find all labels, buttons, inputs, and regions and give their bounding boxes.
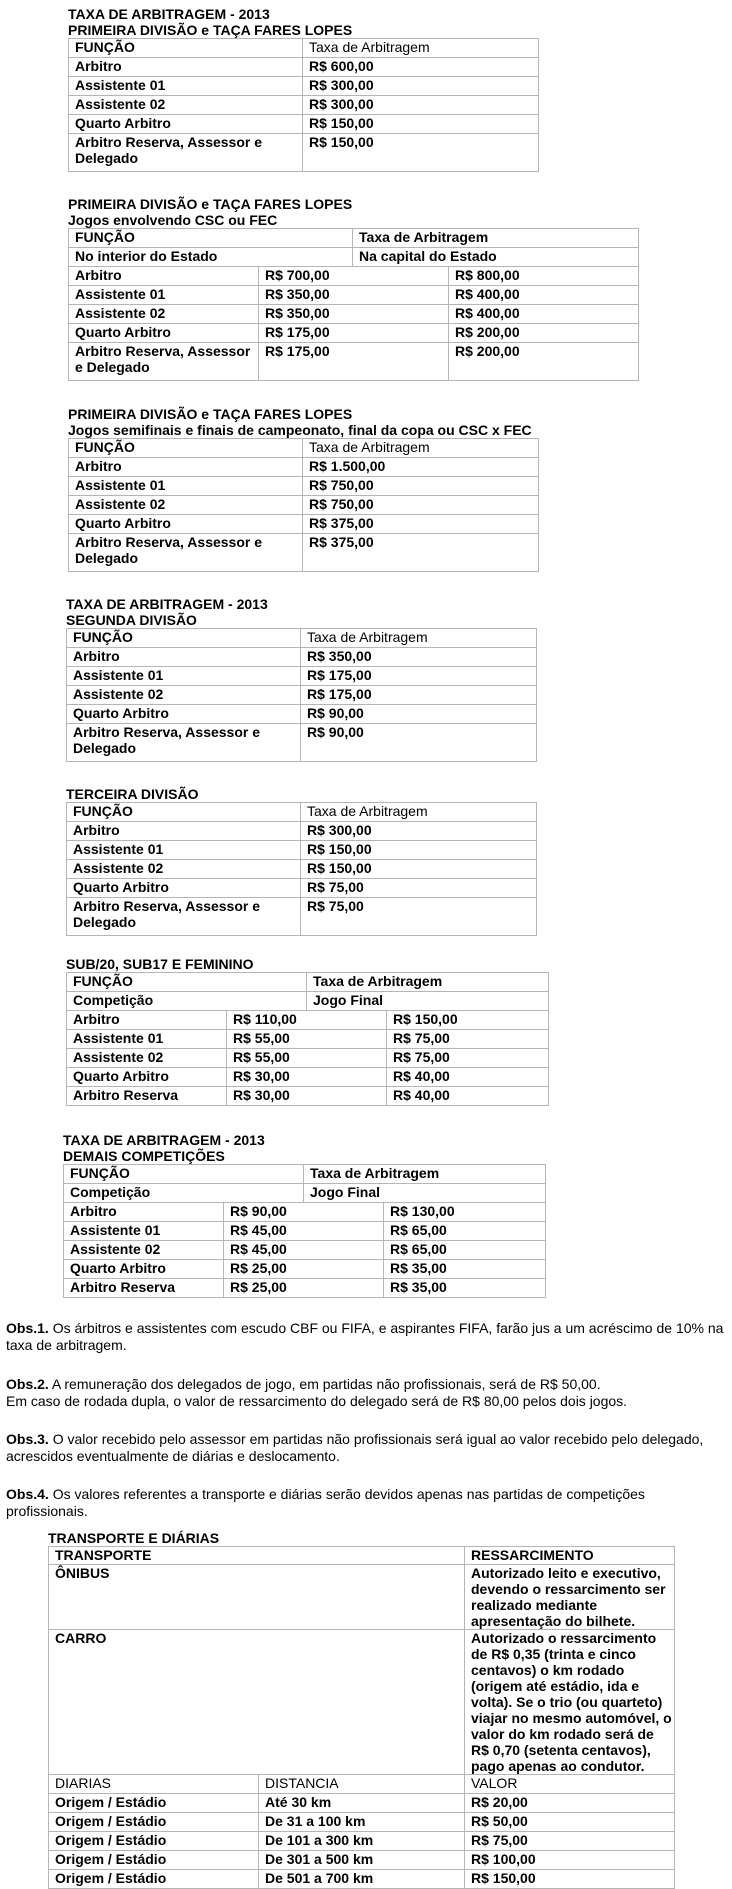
table-row <box>69 534 539 572</box>
table-cell: R$ 75,00 <box>465 1832 675 1851</box>
table-cell: R$ 150,00 <box>387 1011 549 1030</box>
table-cell: R$ 750,00 <box>303 477 539 496</box>
table-cell: R$ 90,00 <box>301 705 537 724</box>
table-cell: Arbitro <box>64 1203 224 1222</box>
table-cell: Assistente 01 <box>67 841 301 860</box>
table-cell: R$ 75,00 <box>301 879 537 898</box>
table-row <box>69 458 539 477</box>
table-cell: Arbitro Reserva, Assessor e Delegado <box>67 724 301 762</box>
section-subtitle: DEMAIS COMPETIÇÕES <box>63 1148 225 1164</box>
table-cell: Arbitro Reserva <box>64 1279 224 1298</box>
table-row <box>67 860 537 879</box>
table-cell: Quarto Arbitro <box>67 1068 227 1087</box>
table-cell: De 101 a 300 km <box>259 1832 465 1851</box>
table-subheader-row <box>49 1775 675 1794</box>
obs-text: A remuneração dos delegados de jogo, em partidas não profissionais, será de R$ 50,00. <box>51 1376 601 1392</box>
header-cell: Taxa de Arbitragem <box>301 803 537 822</box>
table-row <box>69 115 539 134</box>
section-title: TERCEIRA DIVISÃO <box>66 786 199 802</box>
table-row <box>67 841 537 860</box>
section-subtitle: SEGUNDA DIVISÃO <box>66 612 197 628</box>
table-row <box>69 58 539 77</box>
table-header-row <box>67 803 537 822</box>
table-cell: Assistente 01 <box>67 667 301 686</box>
table-row <box>69 77 539 96</box>
obs-1 <box>6 1320 726 1354</box>
section-title: PRIMEIRA DIVISÃO e TAÇA FARES LOPES <box>68 406 353 422</box>
table-cell: Quarto Arbitro <box>69 515 303 534</box>
header-cell: Taxa de Arbitragem <box>353 229 639 248</box>
section-subtitle: PRIMEIRA DIVISÃO e TAÇA FARES LOPES <box>68 22 353 38</box>
table-cell: Autorizado o ressarcimento de R$ 0,35 (trinta e cinco centavos) o km rodado (origem até estádio, ida e volta). Se o trio (ou quarteto) viajar no mesmo automóvel, o valor do km rodado será de R$ 0,70 (setenta centavos), pago apenas ao condutor. <box>465 1630 675 1775</box>
table-row <box>69 343 639 381</box>
table-header-row <box>67 629 537 648</box>
table-cell: R$ 200,00 <box>449 324 639 343</box>
obs-label: Obs.4. <box>6 1486 49 1502</box>
table-cell: R$ 375,00 <box>303 515 539 534</box>
section-primeira-divisao <box>68 6 539 172</box>
rates-table <box>66 802 537 936</box>
table-cell: R$ 150,00 <box>301 841 537 860</box>
table-cell: Assistente 02 <box>69 305 259 324</box>
table-cell: R$ 75,00 <box>387 1049 549 1068</box>
table-cell: Assistente 01 <box>69 477 303 496</box>
table-row <box>67 1011 549 1030</box>
table-cell: Autorizado leito e executivo, devendo o ressarcimento ser realizado mediante apresentação do bilhete. <box>465 1565 675 1630</box>
section-subtitle: Jogos semifinais e finais de campeonato, final da copa ou CSC x FEC <box>68 422 532 438</box>
table-row <box>69 286 639 305</box>
table-cell: Arbitro <box>69 58 303 77</box>
header-cell: Taxa de Arbitragem <box>303 39 539 58</box>
table-cell: De 301 a 500 km <box>259 1851 465 1870</box>
table-row <box>49 1813 675 1832</box>
header-cell: Taxa de Arbitragem <box>301 629 537 648</box>
table-header-row <box>64 1165 546 1184</box>
table-cell: R$ 35,00 <box>384 1260 546 1279</box>
header-cell: FUNÇÃO <box>69 229 353 248</box>
table-row <box>69 496 539 515</box>
table-row <box>69 134 539 172</box>
table-cell: R$ 110,00 <box>227 1011 387 1030</box>
subheader-cell: Na capital do Estado <box>353 248 639 267</box>
header-cell: DISTANCIA <box>259 1775 465 1794</box>
table-cell: R$ 30,00 <box>227 1068 387 1087</box>
subheader-cell: No interior do Estado <box>69 248 353 267</box>
table-cell: Assistente 02 <box>67 686 301 705</box>
header-cell: RESSARCIMENTO <box>465 1547 675 1565</box>
table-row <box>69 477 539 496</box>
table-cell: R$ 700,00 <box>259 267 449 286</box>
table-row <box>67 667 537 686</box>
table-cell: Assistente 02 <box>67 860 301 879</box>
table-subheader-row <box>69 248 639 267</box>
table-row <box>67 724 537 762</box>
table-cell: R$ 65,00 <box>384 1241 546 1260</box>
table-cell: R$ 75,00 <box>387 1030 549 1049</box>
table-cell: R$ 300,00 <box>303 96 539 115</box>
table-cell: R$ 175,00 <box>301 686 537 705</box>
header-cell: Taxa de Arbitragem <box>303 439 539 458</box>
transport-table <box>48 1546 675 1889</box>
table-cell: CARRO <box>49 1630 465 1775</box>
table-row <box>69 305 639 324</box>
table-cell: R$ 40,00 <box>387 1087 549 1106</box>
table-cell: Arbitro <box>69 458 303 477</box>
header-cell: VALOR <box>465 1775 675 1794</box>
rates-table <box>63 1164 546 1298</box>
rates-table <box>66 972 549 1106</box>
table-cell: R$ 45,00 <box>224 1241 384 1260</box>
table-cell: R$ 150,00 <box>303 134 539 172</box>
table-row <box>49 1565 675 1630</box>
table-cell: De 31 a 100 km <box>259 1813 465 1832</box>
header-cell: FUNÇÃO <box>69 439 303 458</box>
subheader-cell: Jogo Final <box>307 992 549 1011</box>
table-header-row <box>49 1547 675 1565</box>
section-title: TAXA DE ARBITRAGEM - 2013 <box>63 1132 265 1148</box>
table-row <box>64 1203 546 1222</box>
table-cell: Assistente 01 <box>69 286 259 305</box>
table-row <box>49 1851 675 1870</box>
table-cell: Assistente 02 <box>64 1241 224 1260</box>
obs-label: Obs.3. <box>6 1431 49 1447</box>
obs-text: Os árbitros e assistentes com escudo CBF ou FIFA, e aspirantes FIFA, farão jus a um acréscimo de 10% na taxa de arbitragem. <box>6 1320 724 1353</box>
table-cell: R$ 40,00 <box>387 1068 549 1087</box>
header-cell: FUNÇÃO <box>67 629 301 648</box>
table-row <box>67 1049 549 1068</box>
table-cell: R$ 45,00 <box>224 1222 384 1241</box>
header-cell: Taxa de Arbitragem <box>304 1165 546 1184</box>
table-row <box>49 1870 675 1889</box>
table-cell: ÔNIBUS <box>49 1565 465 1630</box>
table-header-row <box>69 229 639 248</box>
section-title: TAXA DE ARBITRAGEM - 2013 <box>68 6 270 22</box>
table-row <box>64 1260 546 1279</box>
table-header-row <box>67 973 549 992</box>
table-row <box>67 686 537 705</box>
table-cell: Origem / Estádio <box>49 1870 259 1889</box>
table-cell: Quarto Arbitro <box>67 705 301 724</box>
table-cell: Quarto Arbitro <box>67 879 301 898</box>
table-subheader-row <box>67 992 549 1011</box>
obs-4 <box>6 1486 726 1520</box>
section-segunda-divisao <box>66 596 537 762</box>
table-row <box>67 648 537 667</box>
subheader-cell: Competição <box>67 992 307 1011</box>
table-cell: Arbitro Reserva, Assessor e Delegado <box>67 898 301 936</box>
table-cell: R$ 300,00 <box>303 77 539 96</box>
subheader-cell: Competição <box>64 1184 304 1203</box>
obs-2 <box>6 1376 726 1410</box>
section-title: PRIMEIRA DIVISÃO e TAÇA FARES LOPES <box>68 196 353 212</box>
obs-text: O valor recebido pelo assessor em partidas não profissionais será igual ao valor recebido pelo delegado, acrescidos eventualmente de diárias e deslocamento. <box>6 1431 704 1464</box>
table-row <box>69 515 539 534</box>
table-cell: Arbitro <box>69 267 259 286</box>
table-cell: R$ 50,00 <box>465 1813 675 1832</box>
header-cell: DIARIAS <box>49 1775 259 1794</box>
table-row <box>67 822 537 841</box>
table-cell: R$ 375,00 <box>303 534 539 572</box>
rates-table <box>68 228 639 381</box>
section-subtitle: Jogos envolvendo CSC ou FEC <box>68 212 278 228</box>
table-cell: R$ 300,00 <box>301 822 537 841</box>
section-title: SUB/20, SUB17 E FEMININO <box>66 956 254 972</box>
table-cell: Arbitro Reserva, Assessor e Delegado <box>69 534 303 572</box>
table-row <box>49 1630 675 1775</box>
table-cell: Quarto Arbitro <box>64 1260 224 1279</box>
table-row <box>67 898 537 936</box>
table-cell: De 501 a 700 km <box>259 1870 465 1889</box>
subheader-cell: Jogo Final <box>304 1184 546 1203</box>
section-sub20-feminino <box>66 956 549 1106</box>
header-cell: FUNÇÃO <box>69 39 303 58</box>
table-cell: Origem / Estádio <box>49 1851 259 1870</box>
section-semifinais <box>68 406 539 572</box>
table-cell: Arbitro <box>67 1011 227 1030</box>
section-csc-fec <box>68 196 639 381</box>
table-cell: R$ 350,00 <box>259 305 449 324</box>
table-cell: R$ 800,00 <box>449 267 639 286</box>
table-header-row <box>69 439 539 458</box>
table-row <box>67 879 537 898</box>
table-cell: R$ 55,00 <box>227 1049 387 1068</box>
table-cell: R$ 350,00 <box>259 286 449 305</box>
table-cell: R$ 175,00 <box>259 324 449 343</box>
table-cell: R$ 35,00 <box>384 1279 546 1298</box>
header-cell: Taxa de Arbitragem <box>307 973 549 992</box>
table-cell: R$ 65,00 <box>384 1222 546 1241</box>
table-cell: R$ 150,00 <box>301 860 537 879</box>
table-cell: Assistente 02 <box>69 96 303 115</box>
table-cell: R$ 175,00 <box>259 343 449 381</box>
rates-table <box>68 38 539 172</box>
table-subheader-row <box>64 1184 546 1203</box>
table-cell: R$ 90,00 <box>301 724 537 762</box>
section-demais-competicoes <box>63 1132 546 1298</box>
table-cell: R$ 20,00 <box>465 1794 675 1813</box>
obs-text-line2: Em caso de rodada dupla, o valor de ressarcimento do delegado será de R$ 80,00 pelos dois jogos. <box>6 1393 628 1409</box>
table-cell: Quarto Arbitro <box>69 115 303 134</box>
table-row <box>64 1222 546 1241</box>
table-cell: Arbitro Reserva, Assessor e Delegado <box>69 343 259 381</box>
table-cell: R$ 400,00 <box>449 305 639 324</box>
table-cell: R$ 200,00 <box>449 343 639 381</box>
table-cell: Arbitro Reserva, Assessor e Delegado <box>69 134 303 172</box>
table-cell: R$ 750,00 <box>303 496 539 515</box>
table-cell: R$ 600,00 <box>303 58 539 77</box>
table-header-row <box>69 39 539 58</box>
table-row <box>67 1030 549 1049</box>
rates-table <box>68 438 539 572</box>
table-cell: R$ 55,00 <box>227 1030 387 1049</box>
table-cell: Origem / Estádio <box>49 1794 259 1813</box>
section-title: TAXA DE ARBITRAGEM - 2013 <box>66 596 268 612</box>
table-cell: R$ 175,00 <box>301 667 537 686</box>
obs-text: Os valores referentes a transporte e diárias serão devidos apenas nas partidas de competições profissionais. <box>6 1486 645 1519</box>
table-row <box>49 1794 675 1813</box>
header-cell: FUNÇÃO <box>67 973 307 992</box>
header-cell: TRANSPORTE <box>49 1547 465 1565</box>
table-cell: R$ 130,00 <box>384 1203 546 1222</box>
table-row <box>67 1068 549 1087</box>
rates-table <box>66 628 537 762</box>
table-cell: Arbitro <box>67 648 301 667</box>
table-row <box>69 324 639 343</box>
table-cell: R$ 100,00 <box>465 1851 675 1870</box>
header-cell: FUNÇÃO <box>64 1165 304 1184</box>
table-cell: R$ 1.500,00 <box>303 458 539 477</box>
table-row <box>67 1087 549 1106</box>
table-cell: R$ 150,00 <box>465 1870 675 1889</box>
table-row <box>49 1832 675 1851</box>
table-cell: Assistente 02 <box>69 496 303 515</box>
table-cell: Assistente 01 <box>64 1222 224 1241</box>
table-cell: R$ 30,00 <box>227 1087 387 1106</box>
header-cell: FUNÇÃO <box>67 803 301 822</box>
table-cell: Origem / Estádio <box>49 1832 259 1851</box>
table-cell: R$ 350,00 <box>301 648 537 667</box>
table-cell: R$ 25,00 <box>224 1279 384 1298</box>
table-cell: Assistente 01 <box>69 77 303 96</box>
table-row <box>69 96 539 115</box>
table-cell: Quarto Arbitro <box>69 324 259 343</box>
section-transporte-diarias <box>48 1530 675 1889</box>
table-row <box>67 705 537 724</box>
table-cell: Arbitro Reserva <box>67 1087 227 1106</box>
table-cell: R$ 400,00 <box>449 286 639 305</box>
table-cell: Arbitro <box>67 822 301 841</box>
obs-3 <box>6 1431 726 1465</box>
table-cell: R$ 75,00 <box>301 898 537 936</box>
table-row <box>64 1241 546 1260</box>
section-title: TRANSPORTE E DIÁRIAS <box>48 1530 220 1546</box>
table-cell: R$ 150,00 <box>303 115 539 134</box>
table-cell: Assistente 01 <box>67 1030 227 1049</box>
table-cell: R$ 25,00 <box>224 1260 384 1279</box>
obs-label: Obs.1. <box>6 1320 49 1336</box>
table-cell: Assistente 02 <box>67 1049 227 1068</box>
obs-label: Obs.2. <box>6 1376 49 1392</box>
table-cell: Origem / Estádio <box>49 1813 259 1832</box>
table-row <box>64 1279 546 1298</box>
table-cell: Até 30 km <box>259 1794 465 1813</box>
table-cell: R$ 90,00 <box>224 1203 384 1222</box>
table-row <box>69 267 639 286</box>
section-terceira-divisao <box>66 786 537 936</box>
